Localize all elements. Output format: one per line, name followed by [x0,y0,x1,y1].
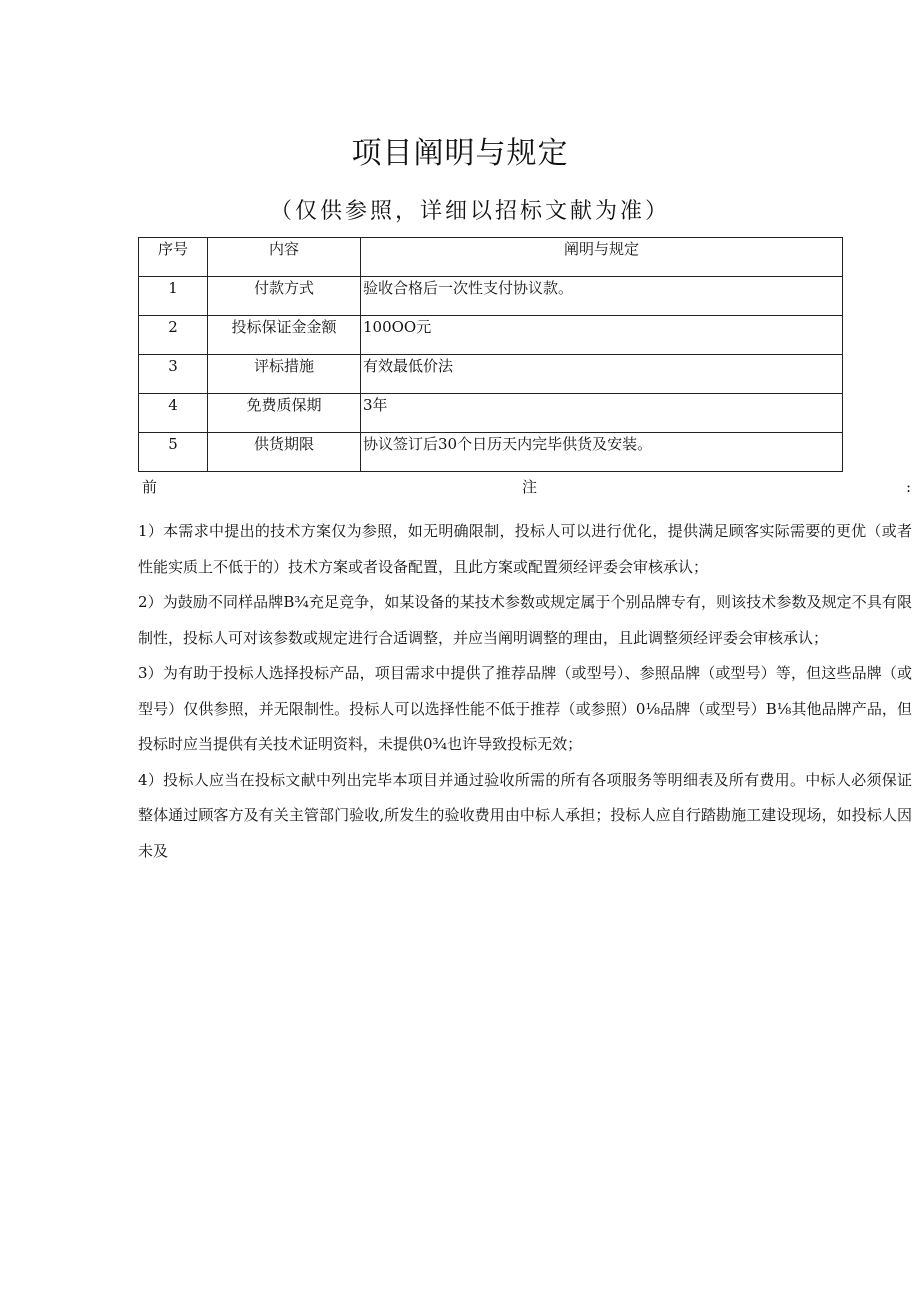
cell-no: 5 [139,433,208,472]
header-item: 内容 [208,238,361,277]
note-right: : [906,478,912,496]
note-middle: 注 [522,478,538,496]
header-no: 序号 [139,238,208,277]
cell-desc: 协议签订后30个日历天内完毕供货及安装。 [361,433,843,472]
header-desc: 阐明与规定 [361,238,843,277]
cell-item: 投标保证金金额 [208,316,361,355]
note-paragraph-1: 1）本需求中提出的技术方案仅为参照，如无明确限制，投标人可以进行优化，提供满足顾客实际需要的更优（或者性能实质上不低于的）技术方案或者设备配置，且此方案或配置须经评委会审核承认； [138,522,912,576]
note-heading [138,476,912,498]
page-title: 项目阐明与规定 [351,136,569,171]
cell-item: 免费质保期 [208,394,361,433]
table-row [139,394,843,433]
cell-item: 供货期限 [208,433,361,472]
table-row [139,355,843,394]
cell-item: 评标措施 [208,355,361,394]
table-header-row [139,238,843,277]
cell-no: 2 [139,316,208,355]
cell-no: 3 [139,355,208,394]
cell-no: 1 [139,277,208,316]
table-row [139,433,843,472]
note-paragraph-3: 3）为有助于投标人选择投标产品，项目需求中提供了推荐品牌（或型号）、参照品牌（或型号）等，但这些品牌（或型号）仅供参照，并无限制性。投标人可以选择性能不低于推荐（或参照）0⅛品牌（或型号）B⅛其他品牌产品，但投标时应当提供有关技术证明资料，未提供0¾也许导致投标无效； [138,664,912,753]
note-paragraph-4: 4）投标人应当在投标文献中列出完毕本项目并通过验收所需的所有各项服务等明细表及所有费用。中标人必须保证整体通过顾客方及有关主管部门验收,所发生的验收费用由中标人承担；投标人应自行踏勘施工建设现场，如投标人因未及 [138,770,912,860]
cell-desc: 有效最低价法 [361,355,843,394]
table-row [139,277,843,316]
page-subtitle: （仅供参照，详细以招标文献为准） [269,199,670,224]
notes-body [138,514,912,869]
note-paragraph-2: 2）为鼓励不同样品牌B¾充足竞争，如某设备的某技术参数或规定属于个别品牌专有，则该技术参数及规定不具有限制性，投标人可对该参数或规定进行合适调整，并应当阐明调整的理由，且此调整须经评委会审核承认； [138,593,912,647]
cell-desc: 100OO元 [361,316,843,355]
note-left: 前 [142,478,158,496]
cell-desc: 验收合格后一次性支付协议款。 [361,277,843,316]
cell-item: 付款方式 [208,277,361,316]
cell-desc: 3年 [361,394,843,433]
requirements-table [138,237,843,472]
cell-no: 4 [139,394,208,433]
table-row [139,316,843,355]
